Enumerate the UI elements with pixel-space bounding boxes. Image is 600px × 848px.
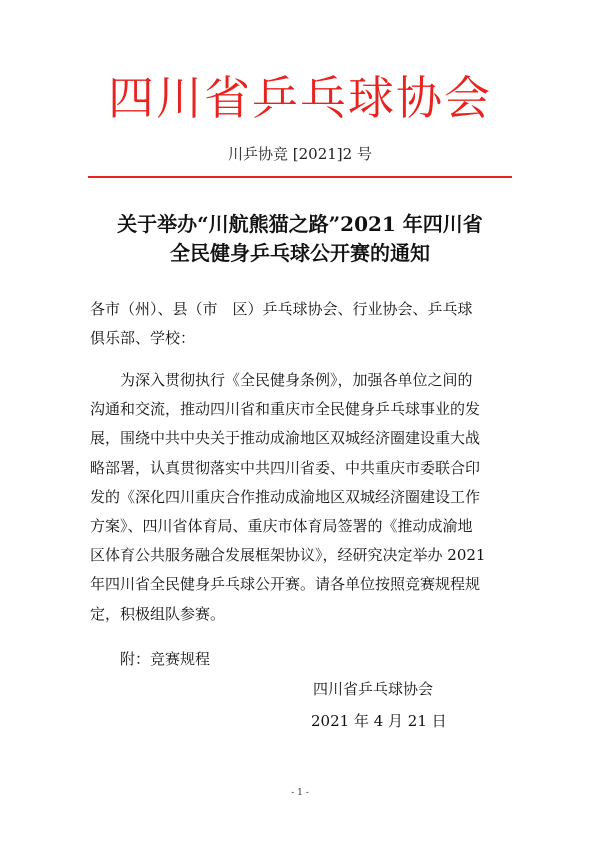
body-line-8: 年四川省全民健身乒乓球公开赛。请各单位按照竞赛规程规 [90,575,481,594]
document-number: 川乒协竞 [2021]2 号 [228,145,372,163]
notice-title [80,210,520,268]
body-line-9: 定，积极组队参赛。 [90,604,226,623]
body-line-6: 方案》、四川省体育局、重庆市体育局签署的《推动成渝地 [90,517,473,536]
organization-header: 四川省乒乓球协会 [108,71,492,125]
notice-title-line-2: 全民健身乒乓球公开赛的通知 [170,241,430,265]
body-line-4: 略部署，认真贯彻落实中共四川省委、中共重庆市委联合印 [90,458,481,477]
body-line-7: 区体育公共服务融合发展框架协议》，经研究决定举办 2021 [90,546,486,565]
red-divider-rule [88,176,512,178]
notice-title-line-1: 关于举办“川航熊猫之路”2021 年四川省 [117,212,483,236]
salutation-line-1: 各市（州）、县（市 区）乒乓球协会、行业协会、乒乓球 [90,300,473,318]
body-paragraph [90,366,520,629]
signer-organization: 四川省乒乓球协会 [313,680,434,698]
body-line-3: 展，围绕中共中央关于推动成渝地区双城经济圈建设重大战 [90,429,481,448]
page-number: - 1 - [291,788,309,798]
body-line-2: 沟通和交流，推动四川省和重庆市全民健身乒乓球事业的发 [90,400,481,419]
body-line-1: 为深入贯彻执行《全民健身条例》，加强各单位之间的 [120,371,473,389]
salutation-line-2: 俱乐部、学校： [90,329,196,347]
attachment-note: 附：竞赛规程 [120,650,211,668]
body-line-5: 发的《深化四川重庆合作推动成渝地区双城经济圈建设工作 [90,487,481,506]
issue-date: 2021 年 4 月 21 日 [311,712,447,730]
salutation [90,295,520,353]
